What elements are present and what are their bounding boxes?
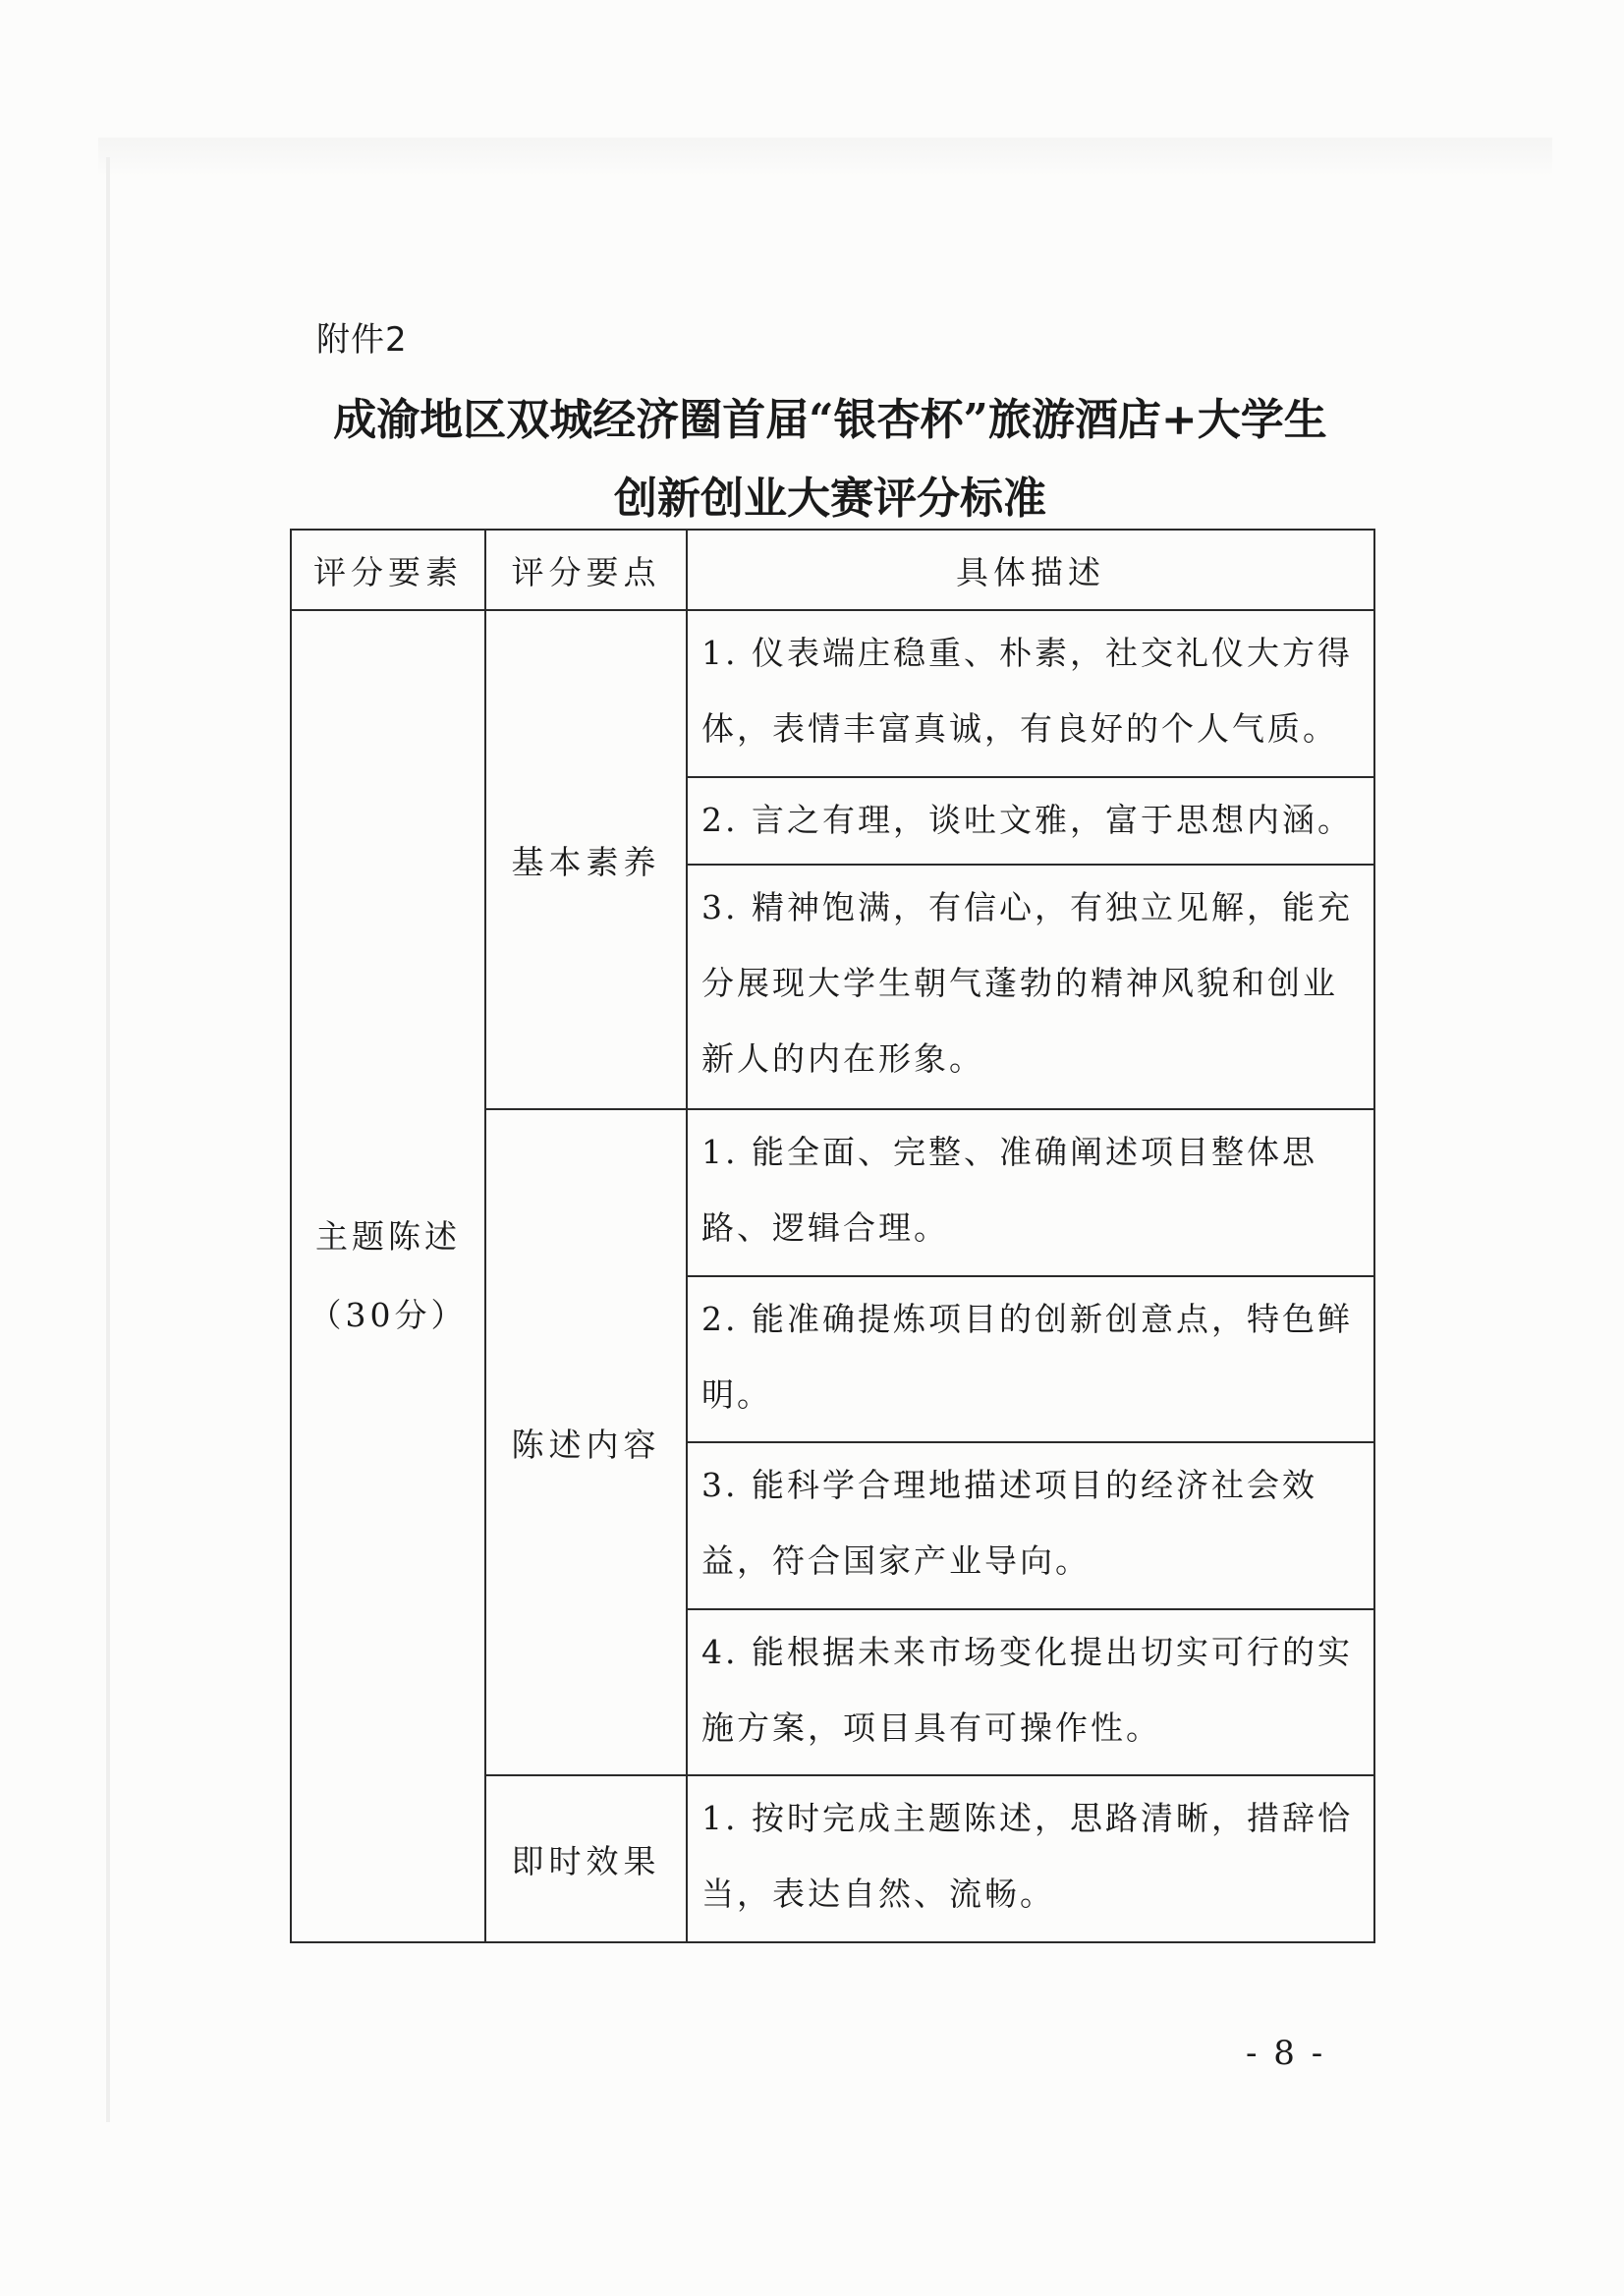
scan-shadow (98, 138, 1552, 177)
title-line-2: 创新创业大赛评分标准 (614, 474, 1046, 524)
scan-edge (106, 157, 110, 2122)
header-scoring-point: 评分要点 (485, 530, 687, 610)
description-cell: 4. 能根据未来市场变化提出切实可行的实施方案，项目具有可操作性。 (687, 1609, 1374, 1776)
table-header-row (291, 530, 1374, 610)
scoring-element-label: 主题陈述 (315, 1217, 461, 1256)
scoring-element-score: （30分） (308, 1296, 468, 1334)
scoring-element-cell (291, 610, 485, 1942)
point-basic-quality: 基本素养 (485, 610, 687, 1109)
document-title (295, 381, 1366, 538)
scoring-table (290, 529, 1375, 1943)
title-line-1: 成渝地区双城经济圈首届“银杏杯”旅游酒店+大学生 (333, 395, 1327, 445)
description-cell: 3. 能科学合理地描述项目的经济社会效益，符合国家产业导向。 (687, 1442, 1374, 1609)
description-cell: 2. 能准确提炼项目的创新创意点，特色鲜明。 (687, 1276, 1374, 1443)
header-scoring-element: 评分要素 (291, 530, 485, 610)
table-row (291, 610, 1374, 777)
description-cell: 3. 精神饱满，有信心，有独立见解，能充分展现大学生朝气蓬勃的精神风貌和创业新人的内在形象。 (687, 865, 1374, 1109)
attachment-label: 附件2 (316, 320, 408, 360)
description-cell: 1. 仪表端庄稳重、朴素，社交礼仪大方得体，表情丰富真诚，有良好的个人气质。 (687, 610, 1374, 777)
page-number: - 8 - (1246, 2034, 1326, 2073)
point-immediate-effect: 即时效果 (485, 1775, 687, 1942)
description-cell: 1. 按时完成主题陈述，思路清晰，措辞恰当，表达自然、流畅。 (687, 1775, 1374, 1942)
point-presentation-content: 陈述内容 (485, 1109, 687, 1775)
header-description: 具体描述 (687, 530, 1374, 610)
description-cell: 1. 能全面、完整、准确阐述项目整体思路、逻辑合理。 (687, 1109, 1374, 1276)
description-cell: 2. 言之有理，谈吐文雅，富于思想内涵。 (687, 777, 1374, 866)
